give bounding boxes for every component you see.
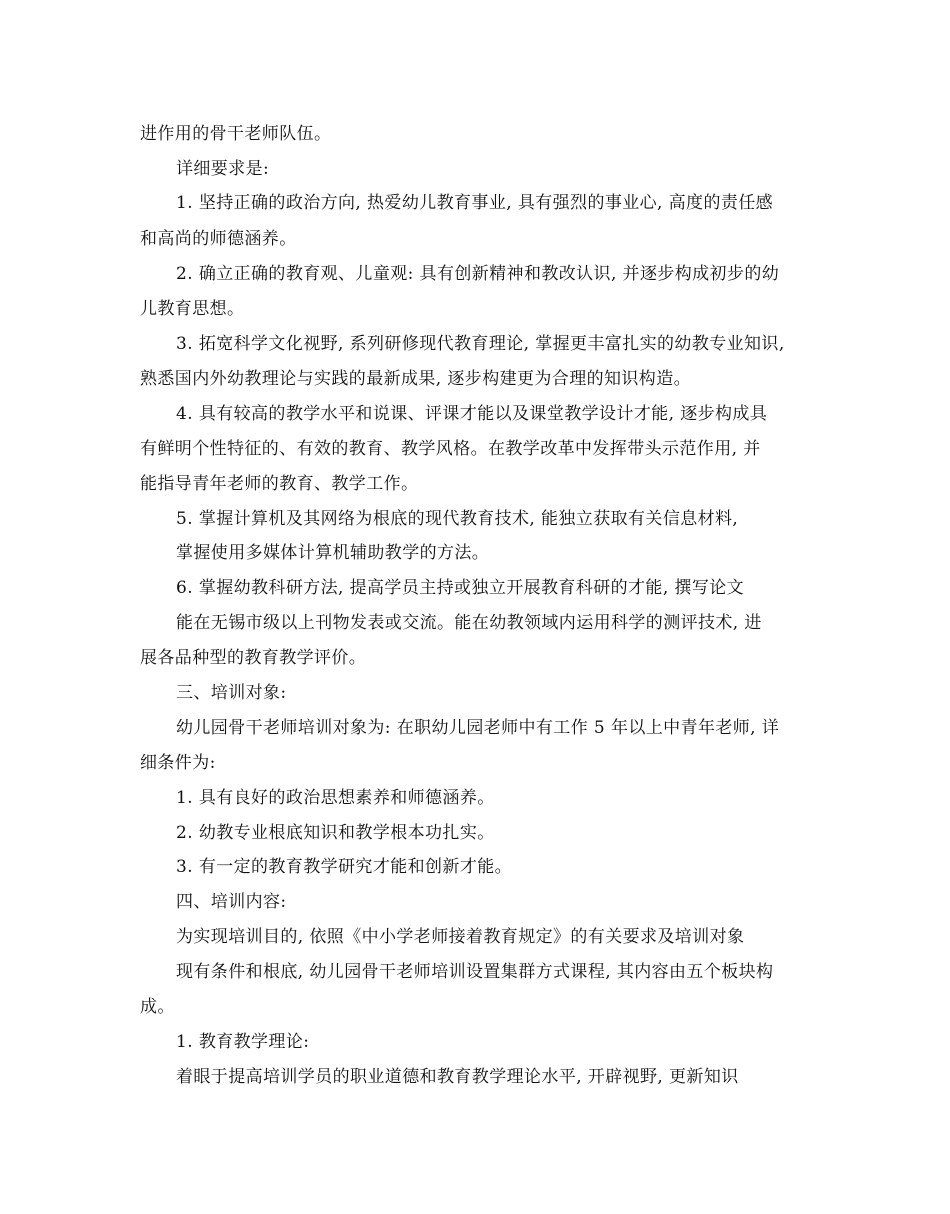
text-line: 进作用的骨干老师队伍。 [140, 124, 332, 144]
text-line: 1. 具有良好的政治思想素养和师德涵养。 [176, 788, 495, 808]
text-line: 掌握使用多媒体计算机辅助教学的方法。 [176, 543, 490, 563]
text-line: 展各品种型的教育教学评价。 [140, 648, 367, 668]
text-line: 着眼于提高培训学员的职业道德和教育教学理论水平, 开辟视野, 更新知识 [176, 1067, 739, 1087]
text-line: 幼儿园骨干老师培训对象为: 在职幼儿园老师中有工作 5 年以上中青年老师, 详 [176, 718, 780, 738]
text-line: 和高尚的师德涵养。 [140, 229, 297, 249]
text-line: 5. 掌握计算机及其网络为根底的现代教育技术, 能独立获取有关信息材料, [176, 509, 739, 529]
text-line: 为实现培训目的, 依照《中小学老师接着教育规定》的有关要求及培训对象 [176, 927, 745, 947]
text-line: 成。 [140, 997, 175, 1017]
text-line: 细条件为: [140, 753, 216, 773]
text-line: 能指导青年老师的教育、教学工作。 [140, 474, 419, 494]
text-line: 2. 幼教专业根底知识和教学根本功扎实。 [176, 823, 495, 843]
text-line: 4. 具有较高的教学水平和说课、评课才能以及课堂教学设计才能, 逐步构成具 [176, 404, 768, 424]
text-line: 6. 掌握幼教科研方法, 提高学员主持或独立开展教育科研的才能, 撰写论文 [176, 578, 745, 598]
text-line: 现有条件和根底, 幼儿园骨干老师培训设置集群方式课程, 其内容由五个板块构 [176, 962, 774, 982]
text-line: 1. 教育教学理论: [176, 1032, 310, 1052]
text-line: 熟悉国内外幼教理论与实践的最新成果, 逐步构建更为合理的知识构造。 [140, 369, 692, 389]
text-line: 1. 坚持正确的政治方向, 热爱幼儿教育事业, 具有强烈的事业心, 高度的责任感 [176, 193, 774, 213]
text-line: 3. 有一定的教育教学研究才能和创新才能。 [176, 857, 513, 877]
text-line: 儿教育思想。 [140, 299, 245, 319]
text-line: 3. 拓宽科学文化视野, 系列研修现代教育理论, 掌握更丰富扎实的幼教专业知识, [176, 334, 785, 354]
text-line: 能在无锡市级以上刊物发表或交流。能在幼教领域内运用科学的测评技术, 进 [176, 613, 762, 633]
text-line: 详细要求是: [176, 159, 270, 179]
text-line: 有鲜明个性特征的、有效的教育、教学风格。在教学改革中发挥带头示范作用, 并 [140, 439, 761, 459]
section-heading: 四、培训内容: [176, 892, 287, 912]
text-line: 2. 确立正确的教育观、儿童观: 具有创新精神和教改认识, 并逐步构成初步的幼 [176, 264, 780, 284]
section-heading: 三、培训对象: [176, 683, 287, 703]
